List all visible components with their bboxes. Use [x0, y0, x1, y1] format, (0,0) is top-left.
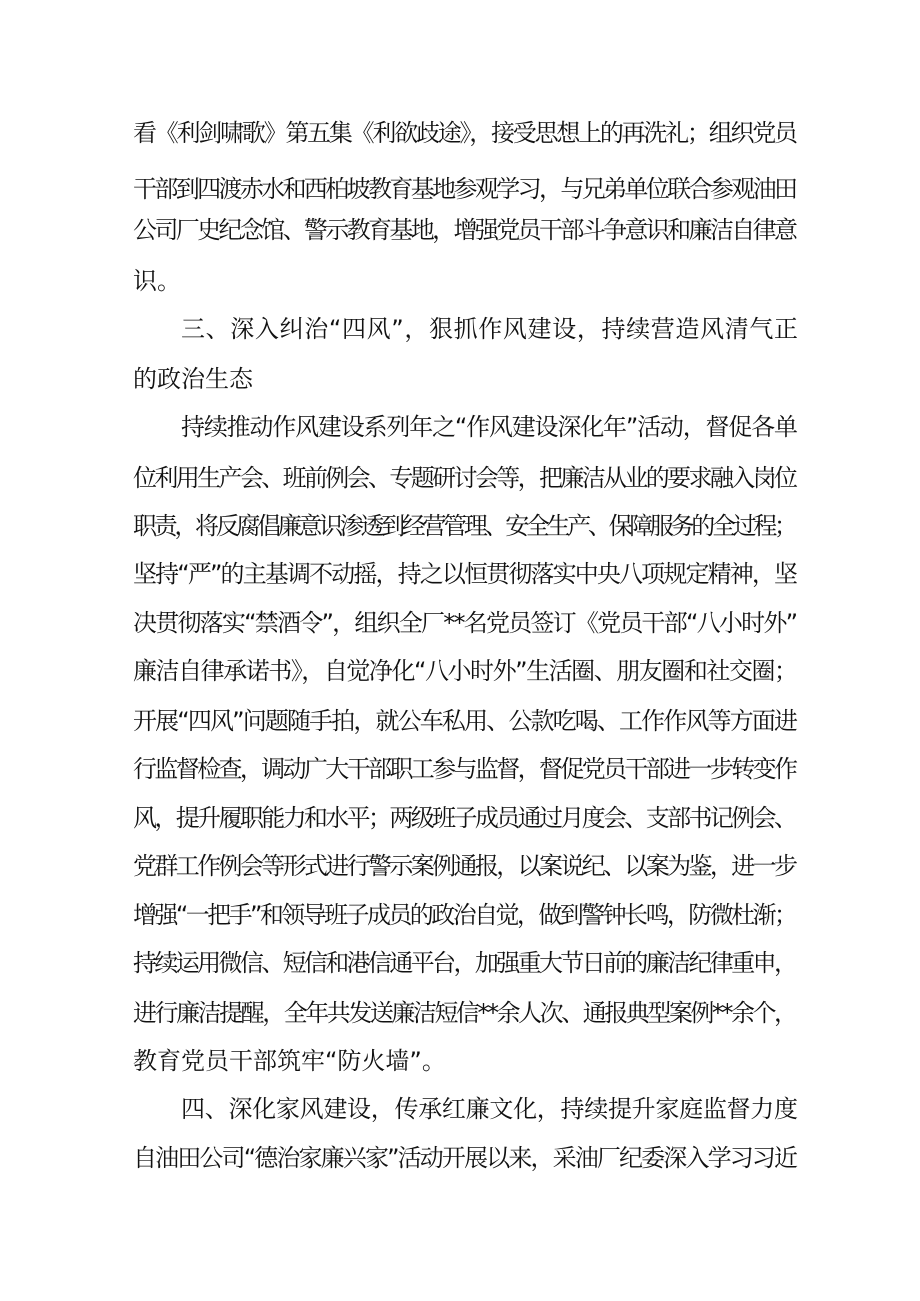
body-text-line: 识。 [133, 267, 181, 295]
body-text-line: 廉洁自律承诺书》，自觉净化“八小时外”生活圈、朋友圈和社交圈； [133, 657, 797, 685]
body-text-line: 职责，将反腐倡廉意识渗透到经营管理、安全生产、保障服务的全过程； [133, 512, 795, 540]
body-text-line: 持续推动作风建设系列年之“作风建设深化年”活动，督促各单 [181, 413, 797, 441]
section-heading-3-cont: 的政治生态 [133, 365, 253, 393]
body-text-line: 风，提升履职能力和水平；两级班子成员通过月度会、支部书记例会、 [133, 804, 796, 832]
body-text-line: 坚持“严”的主基调不动摇，持之以恒贯彻落实中央八项规定精神，坚 [133, 560, 797, 588]
body-text-line: 党群工作例会等形式进行警示案例通报，以案说纪、以案为鉴，进一步 [133, 852, 796, 880]
section-heading-3: 三、深入纠治“四风”，狠抓作风建设，持续营造风清气正 [181, 315, 799, 343]
body-text-line: 自油田公司“德治家廉兴家”活动开展以来，采油厂纪委深入学习习近 [133, 1144, 797, 1172]
body-text-line: 位利用生产会、班前例会、专题研讨会等，把廉洁从业的要求融入岗位 [133, 464, 796, 492]
body-text-line: 看《利剑啸歌》第五集《利欲歧途》，接受思想上的再洗礼；组织党员 [133, 119, 796, 147]
body-text-line: 增强“一把手”和领导班子成员的政治自觉，做到警钟长鸣，防微杜渐； [133, 901, 796, 929]
body-text-line: 持续运用微信、短信和港信通平台，加强重大节日前的廉洁纪律重申， [133, 949, 796, 977]
body-text-line: 进行廉洁提醒，全年共发送廉洁短信**余人次、通报典型案例**余个， [133, 999, 796, 1027]
body-text-line: 行监督检查，调动广大干部职工参与监督，督促党员干部进一步转变作 [133, 755, 796, 783]
body-text-line: 教育党员干部筑牢“防火墙”。 [133, 1047, 446, 1075]
body-text-line: 公司厂史纪念馆、警示教育基地，增强党员干部斗争意识和廉洁自律意 [133, 216, 796, 244]
section-heading-4: 四、深化家风建设，传承红廉文化，持续提升家庭监督力度 [181, 1095, 798, 1123]
body-text-line: 干部到四渡赤水和西柏坡教育基地参观学习，与兄弟单位联合参观油田 [133, 175, 796, 203]
body-text-line: 决贯彻落实“禁酒令”，组织全厂**名党员签订《党员干部“八小时外” [133, 609, 797, 637]
body-text-line: 开展“四风”问题随手拍，就公车私用、公款吃喝、工作作风等方面进 [133, 707, 797, 735]
